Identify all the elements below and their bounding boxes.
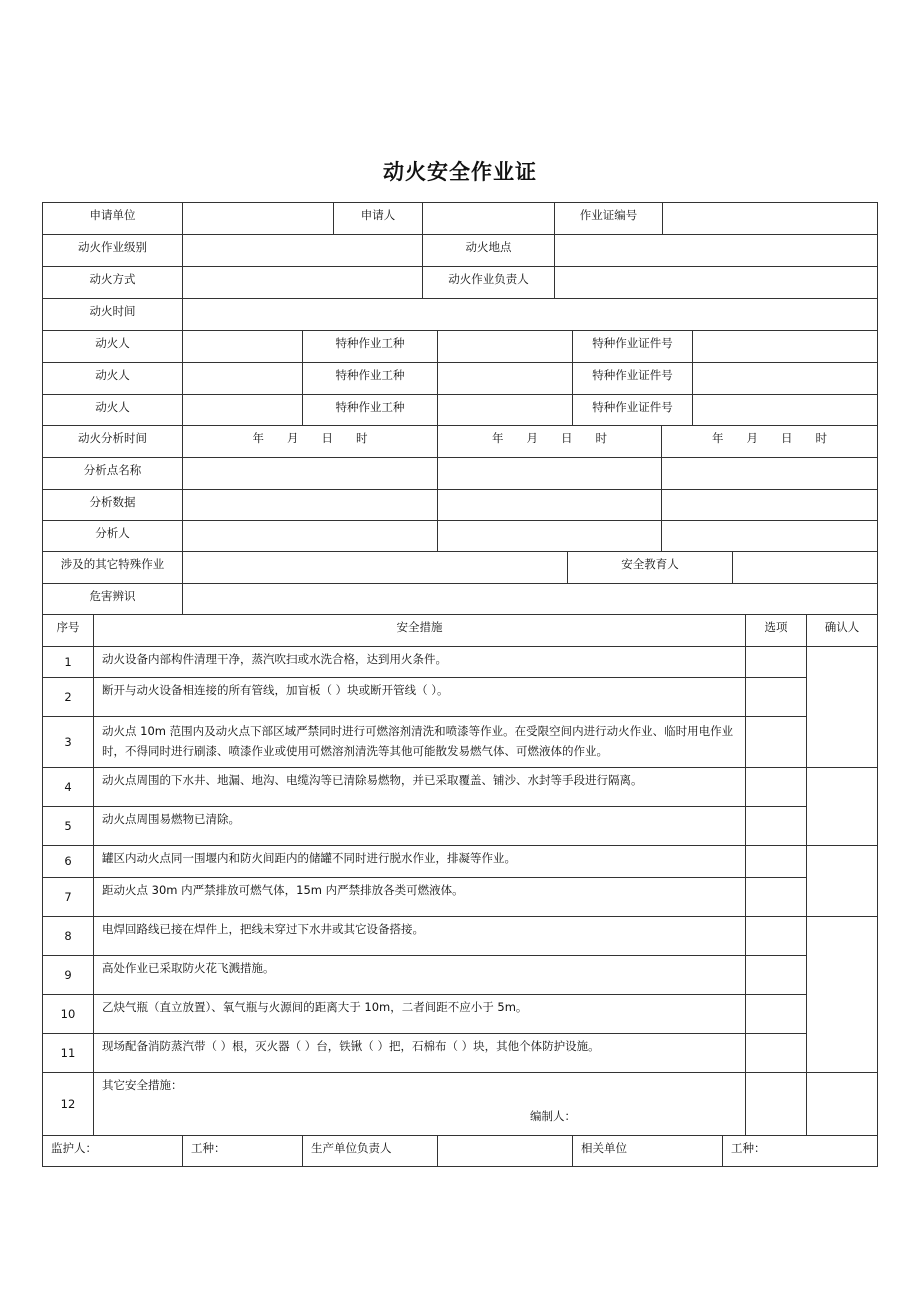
header-confirmer-text: 确认人 [824, 620, 860, 634]
label-method-text: 动火方式 [89, 272, 136, 286]
measure-text-text: 动火点 10m 范围内及动火点下部区域严禁同时进行可燃溶剂清洗和喷漆等作业。在受限空间内进行动火作业、临时用电作业时，不得同时进行刷漆、喷漆作业或使用可燃溶剂清洗等其他可能散发易燃气体、可燃液体的作业。 [102, 724, 734, 758]
measure-no-text: 8 [64, 928, 72, 943]
label-special-type-text: 特种作业工种 [335, 400, 405, 414]
measure-no-text: 3 [64, 734, 72, 749]
footer-supervisor [42, 1135, 183, 1167]
label-special-type [302, 394, 438, 426]
measure-text [93, 916, 746, 956]
measure-option-field[interactable] [745, 916, 807, 956]
measure-text-text: 动火点周围的下水井、地漏、地沟、电缆沟等已清除易燃物，并已采取覆盖、铺沙、水封等手段进行隔离。 [102, 773, 643, 787]
label-worker-text: 动火人 [95, 336, 130, 350]
special-cert-field[interactable] [692, 362, 878, 395]
measure-option-field[interactable] [745, 955, 807, 995]
label-worker [42, 362, 183, 395]
label-applicant-unit-text: 申请单位 [89, 208, 136, 222]
safety-educator-field[interactable] [732, 551, 878, 584]
measure-text-text: 电焊回路线已接在焊件上，把线未穿过下水井或其它设备搭接。 [102, 922, 424, 936]
analysis-time-field-text: 年 月 日 时 [492, 431, 607, 445]
label-analyst [42, 520, 183, 552]
confirmer-field[interactable] [806, 646, 878, 768]
measure-no [42, 677, 94, 717]
measure-text [93, 994, 746, 1034]
footer-work-type-text: 工种： [191, 1141, 226, 1155]
measure-no [42, 845, 94, 878]
header-no-text: 序号 [56, 620, 80, 634]
measure-no [42, 767, 94, 807]
measure-text [93, 845, 746, 878]
measure-no [42, 955, 94, 995]
location-field[interactable] [554, 234, 878, 267]
footer-work-type-2-text: 工种： [731, 1141, 766, 1155]
analysis-time-field [661, 425, 878, 458]
measure-no-text: 2 [64, 689, 72, 704]
header-measure [93, 614, 746, 647]
header-no [42, 614, 94, 647]
label-special-type-text: 特种作业工种 [335, 368, 405, 382]
applicant-field[interactable] [422, 202, 555, 235]
footer-related-unit [572, 1135, 723, 1167]
measure-option-field[interactable] [745, 994, 807, 1034]
label-person-in-charge [422, 266, 555, 299]
footer-work-type [182, 1135, 303, 1167]
measure-text [93, 877, 746, 917]
label-analysis-point [42, 457, 183, 490]
measure-option-field[interactable] [745, 806, 807, 846]
label-time [42, 298, 183, 331]
label-level [42, 234, 183, 267]
special-type-field[interactable] [437, 362, 573, 395]
label-worker [42, 330, 183, 363]
permit-no-field[interactable] [662, 202, 878, 235]
measure-text-text: 现场配备消防蒸汽带（ ）根，灭火器（ ）台，铁锹（ ）把，石棉布（ ）块，其他个体防护设施。 [102, 1039, 600, 1053]
label-analysis-time [42, 425, 183, 458]
measure-no [42, 1072, 94, 1136]
special-type-field[interactable] [437, 330, 573, 363]
measure-no-text: 12 [60, 1096, 76, 1111]
label-analysis-data [42, 489, 183, 521]
measure-text-text: 动火点周围易燃物已清除。 [102, 812, 240, 826]
special-cert-field[interactable] [692, 330, 878, 363]
analysis-time-field [437, 425, 662, 458]
measure-text [93, 646, 746, 678]
header-option [745, 614, 807, 647]
measure-option-field[interactable] [745, 1072, 807, 1136]
label-permit-no [554, 202, 663, 235]
footer-production-head-text: 生产单位负责人 [311, 1141, 392, 1155]
label-hazard-id-text: 危害辨识 [89, 589, 136, 603]
measure-no [42, 877, 94, 917]
measure-no-text: 7 [64, 889, 72, 904]
label-worker-text: 动火人 [95, 400, 130, 414]
special-cert-field[interactable] [692, 394, 878, 426]
method-field[interactable] [182, 266, 423, 299]
level-field[interactable] [182, 234, 423, 267]
measure-text-text: 动火设备内部构件清理干净，蒸汽吹扫或水洗合格，达到用火条件。 [102, 652, 447, 666]
label-special-type [302, 330, 438, 363]
label-person-in-charge-text: 动火作业负责人 [448, 272, 529, 286]
measure-text-text: 罐区内动火点同一围堰内和防火间距内的储罐不同时进行脱水作业，排凝等作业。 [102, 851, 516, 865]
measure-text [93, 716, 746, 768]
confirmer-field[interactable] [806, 845, 878, 917]
analysis-point-field[interactable] [182, 457, 438, 490]
measure-no-text: 9 [64, 967, 72, 982]
label-special-cert [572, 394, 693, 426]
label-hazard-id [42, 583, 183, 615]
measure-no-text: 11 [60, 1045, 76, 1060]
person-in-charge-field[interactable] [554, 266, 878, 299]
measure-no-text: 5 [64, 818, 72, 833]
label-other-special-text: 涉及的其它特殊作业 [60, 557, 165, 571]
label-special-cert-text: 特种作业证件号 [592, 336, 673, 350]
worker-field[interactable] [182, 362, 303, 395]
compiler-label: 编制人： [530, 1109, 576, 1123]
page-title: 动火安全作业证 [383, 160, 537, 184]
measure-no-text: 6 [64, 854, 72, 868]
label-applicant-unit [42, 202, 183, 235]
label-analyst-text: 分析人 [95, 526, 130, 540]
measure-no [42, 646, 94, 678]
measure-no [42, 916, 94, 956]
analysis-point-field[interactable] [661, 457, 878, 490]
confirmer-field[interactable] [806, 916, 878, 1073]
label-safety-educator-text: 安全教育人 [621, 557, 679, 571]
measure-no-text: 4 [64, 779, 72, 794]
label-analysis-data-text: 分析数据 [89, 495, 136, 509]
measure-text-text: 距动火点 30m 内严禁排放可燃气体，15m 内严禁排放各类可燃液体。 [102, 883, 464, 897]
confirmer-field[interactable] [806, 767, 878, 846]
footer-production-head [302, 1135, 438, 1167]
label-special-cert [572, 362, 693, 395]
label-location-text: 动火地点 [465, 240, 512, 254]
header-option-text: 选项 [764, 620, 788, 634]
label-analysis-time-text: 动火分析时间 [78, 431, 147, 445]
measure-option-field[interactable] [745, 877, 807, 917]
measure-no [42, 1033, 94, 1073]
confirmer-field[interactable] [806, 1072, 878, 1136]
label-permit-no-text: 作业证编号 [579, 208, 638, 222]
measure-option-field[interactable] [745, 1033, 807, 1073]
measure-option-field[interactable] [745, 677, 807, 717]
measure-option-field[interactable] [745, 845, 807, 878]
production-head-field[interactable] [437, 1135, 573, 1167]
measure-text-text: 乙炔气瓶（直立放置）、氧气瓶与火源间的距离大于 10m，二者间距不应小于 5m。 [102, 1000, 528, 1014]
footer-related-unit-text: 相关单位 [581, 1141, 627, 1155]
time-field[interactable] [182, 298, 878, 331]
worker-field[interactable] [182, 330, 303, 363]
analysis-time-field-text: 年 月 日 时 [712, 431, 827, 445]
label-special-cert-text: 特种作业证件号 [592, 368, 673, 382]
header-measure-text: 安全措施 [396, 620, 443, 634]
analysis-data-field[interactable] [182, 489, 438, 521]
analyst-field[interactable] [182, 520, 438, 552]
label-special-type-text: 特种作业工种 [335, 336, 405, 350]
analyst-field[interactable] [437, 520, 662, 552]
measure-option-field[interactable] [745, 716, 807, 768]
measure-option-field[interactable] [745, 767, 807, 807]
label-location [422, 234, 555, 267]
special-type-field[interactable] [437, 394, 573, 426]
label-safety-educator [567, 551, 733, 584]
label-special-cert-text: 特种作业证件号 [592, 400, 673, 414]
other-special-field[interactable] [182, 551, 568, 584]
hazard-id-field[interactable] [182, 583, 878, 615]
header-confirmer [806, 614, 878, 647]
measure-text [93, 1072, 746, 1136]
measure-no-text: 1 [64, 654, 72, 669]
label-worker-text: 动火人 [95, 368, 130, 382]
analysis-time-field [182, 425, 438, 458]
label-applicant-text: 申请人 [360, 208, 396, 222]
label-level-text: 动火作业级别 [78, 240, 147, 254]
measure-text [93, 1033, 746, 1073]
label-applicant [333, 202, 423, 235]
analyst-field[interactable] [661, 520, 878, 552]
measure-text [93, 955, 746, 995]
label-method [42, 266, 183, 299]
measure-no [42, 806, 94, 846]
measure-text [93, 806, 746, 846]
footer-work-type-2 [722, 1135, 878, 1167]
label-time-text: 动火时间 [89, 304, 136, 318]
applicant-unit-field[interactable] [182, 202, 334, 235]
analysis-data-field[interactable] [437, 489, 662, 521]
label-special-type [302, 362, 438, 395]
measure-text [93, 767, 746, 807]
measure-text-text: 其它安全措施： [102, 1078, 183, 1092]
analysis-time-field-text: 年 月 日 时 [252, 431, 368, 445]
measure-option-field[interactable] [745, 646, 807, 678]
label-worker [42, 394, 183, 426]
label-analysis-point-text: 分析点名称 [83, 463, 142, 477]
label-special-cert [572, 330, 693, 363]
footer-supervisor-text: 监护人： [51, 1141, 97, 1155]
worker-field[interactable] [182, 394, 303, 426]
measure-text-text: 高处作业已采取防火花飞溅措施。 [102, 961, 275, 975]
measure-no [42, 716, 94, 768]
analysis-point-field[interactable] [437, 457, 662, 490]
measure-no [42, 994, 94, 1034]
measure-no-text: 10 [60, 1006, 76, 1021]
measure-text [93, 677, 746, 717]
label-other-special [42, 551, 183, 584]
measure-text-text: 断开与动火设备相连接的所有管线，加盲板（ ）块或断开管线（ ）。 [102, 683, 449, 697]
analysis-data-field[interactable] [661, 489, 878, 521]
